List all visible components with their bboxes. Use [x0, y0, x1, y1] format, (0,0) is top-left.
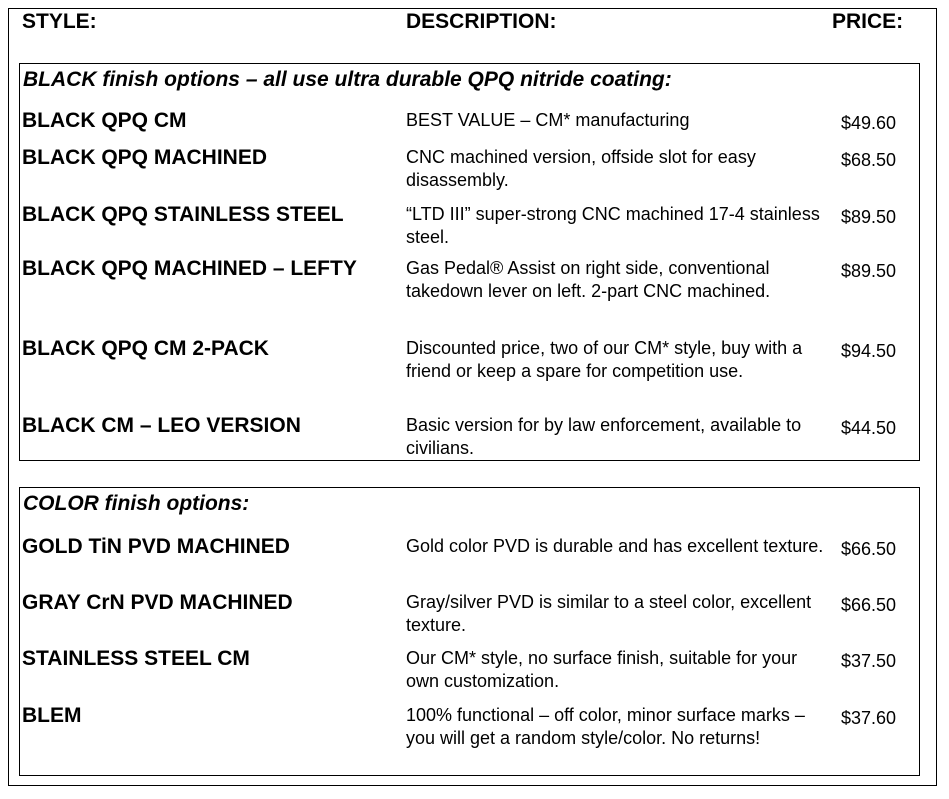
style-price: $68.50 — [841, 150, 897, 170]
style-price: $66.50 — [841, 595, 897, 615]
section-title-text: finish options – all use ultra durable QPQ nitride coating: — [96, 68, 672, 91]
style-name: STAINLESS STEEL CM — [22, 647, 250, 670]
style-name: BLEM — [22, 704, 82, 727]
section-title-emphasis: COLOR — [23, 492, 99, 515]
style-description: CNC machined version, offside slot for easy disassembly. — [406, 147, 756, 190]
style-price: $66.50 — [841, 539, 897, 559]
style-price: $49.60 — [841, 113, 897, 133]
section-title-emphasis: BLACK — [23, 68, 97, 91]
color-finish-section — [19, 487, 920, 776]
style-description: Our CM* style, no surface finish, suitable for your own customization. — [406, 648, 798, 691]
style-name: BLACK QPQ CM — [22, 109, 187, 132]
header-style: STYLE: — [22, 10, 97, 33]
style-description: Gold color PVD is durable and has excellent texture. — [406, 536, 824, 556]
style-price: $37.60 — [841, 708, 897, 728]
style-name: GOLD TiN PVD MACHINED — [22, 535, 290, 558]
section-title-black — [23, 68, 672, 92]
style-price: $37.50 — [841, 651, 897, 671]
style-price: $89.50 — [841, 261, 897, 281]
header-price: PRICE: — [832, 10, 904, 33]
style-price: $89.50 — [841, 207, 897, 227]
style-name: GRAY CrN PVD MACHINED — [22, 591, 293, 614]
style-description: Gray/silver PVD is similar to a steel color, excellent texture. — [406, 592, 812, 635]
style-description: “LTD III” super-strong CNC machined 17-4 stainless steel. — [406, 204, 820, 247]
style-description: Basic version for by law enforcement, available to civilians. — [406, 415, 802, 458]
style-name: BLACK CM – LEO VERSION — [22, 414, 301, 437]
section-title-color — [23, 492, 249, 516]
style-name: BLACK QPQ STAINLESS STEEL — [22, 203, 344, 226]
style-name: BLACK QPQ CM 2-PACK — [22, 337, 269, 360]
style-description: Discounted price, two of our CM* style, buy with a friend or keep a spare for competition use. — [406, 338, 803, 381]
style-description: Gas Pedal® Assist on right side, conventional takedown lever on left. 2-part CNC machined. — [406, 258, 771, 301]
section-title-text: finish options: — [98, 492, 250, 515]
style-description: 100% functional – off color, minor surface marks – you will get a random style/color. No returns! — [406, 705, 805, 748]
style-name: BLACK QPQ MACHINED — [22, 146, 267, 169]
style-description: BEST VALUE – CM* manufacturing — [406, 110, 690, 130]
style-price: $94.50 — [841, 341, 897, 361]
style-name: BLACK QPQ MACHINED – LEFTY — [22, 257, 357, 280]
black-finish-section — [19, 63, 920, 461]
style-price: $44.50 — [841, 418, 897, 438]
header-description: DESCRIPTION: — [406, 10, 557, 33]
